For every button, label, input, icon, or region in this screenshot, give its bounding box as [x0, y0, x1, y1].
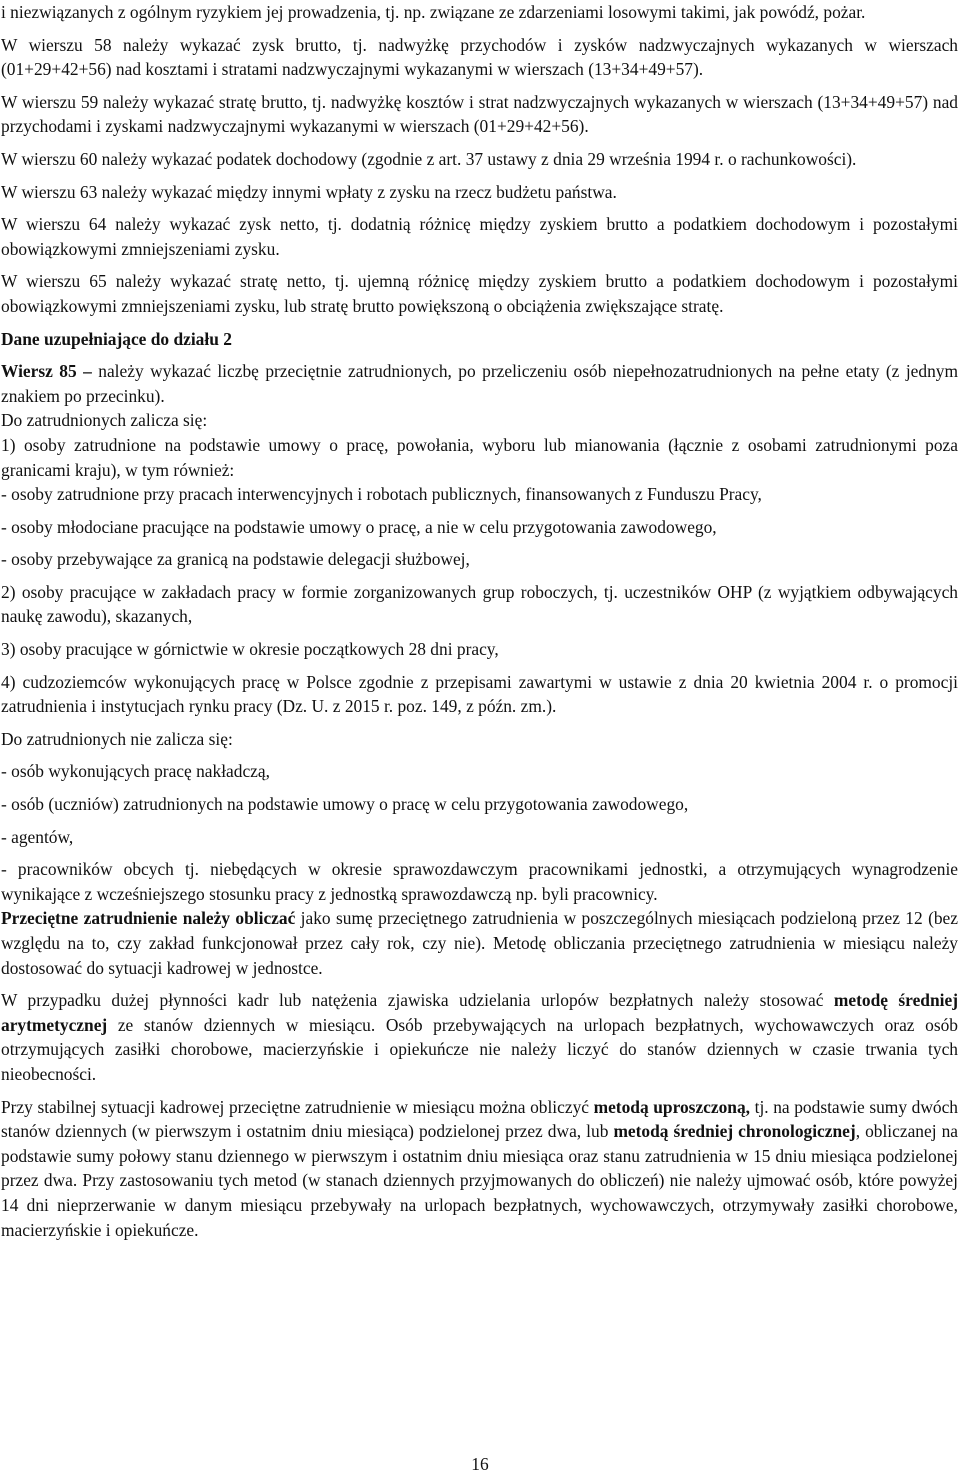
bold-text: Przeciętne zatrudnienie należy obliczać	[1, 908, 296, 929]
paragraph	[1, 759, 958, 784]
paragraph	[1, 482, 958, 507]
bold-text: metodą średniej chronologicznej	[613, 1121, 856, 1142]
text-run: i niezwiązanych z ogólnym ryzykiem jej prowadzenia, tj. np. związane ze zdarzeniami losowymi takimi, jak powódź, pożar.	[1, 2, 866, 22]
paragraph	[1, 1095, 958, 1243]
paragraph	[1, 33, 958, 82]
paragraph	[1, 0, 958, 25]
text-run: Do zatrudnionych zalicza się:	[1, 410, 208, 431]
paragraph	[1, 147, 958, 172]
text-run: 1) osoby zatrudnione na podstawie umowy o pracę, powołania, wyboru lub mianowania (łącznie z osobami zatrudnionymi poza granicami kraju), w tym również:	[1, 434, 958, 480]
paragraph	[1, 906, 958, 980]
text-run: 2) osoby pracujące w zakładach pracy w formie zorganizowanych grup roboczych, tj. uczestników OHP (z wyjątkiem odbywających naukę zawodu), skazanych,	[1, 581, 958, 627]
paragraph	[1, 212, 958, 261]
paragraph	[1, 180, 958, 205]
bold-text: metodą uproszczoną,	[593, 1096, 751, 1117]
text-run: W wierszu 58 należy wykazać zysk brutto, tj. nadwyżkę przychodów i zysków nadzwyczajnych wykazanych w wierszach (01+29+42+56) nad kosztami i stratami nadzwyczajnymi wykazanymi w wierszach (13+34+49+57).	[1, 34, 958, 80]
text-run: , obliczanej na podstawie sumy połowy stanu dziennego w pierwszym i ostatnim dniu miesiąca oraz stanu zatrudnienia w 15 dniu miesiąca podzielonej przez dwa. Przy zastosowaniu tych metod (w stanach dziennych przyjmowanych do obliczeń) nie należy ujmować osób, które powyżej 14 dni nieprzerwanie w danym miesiącu przebywały na urlopach bezpłatnych, wychowawczych, otrzymywały zasiłki chorobowe, macierzyńskie i opiekuńcze.	[1, 1121, 958, 1240]
paragraph	[1, 547, 958, 572]
paragraph	[1, 670, 958, 719]
bold-text: Dane uzupełniające do działu 2	[1, 328, 232, 349]
text-run: W wierszu 65 należy wykazać stratę netto, tj. ujemną różnicę między zyskiem brutto a podatkiem dochodowym i pozostałymi obowiązkowymi zmniejszeniami zysku, lub stratę brutto powiększoną o obciążenia zwiększające stratę.	[1, 271, 958, 316]
paragraph	[1, 792, 958, 817]
text-run: Do zatrudnionych nie zalicza się:	[1, 728, 233, 749]
text-run: - osoby zatrudnione przy pracach interwencyjnych i robotach publicznych, finansowanych z Funduszu Pracy,	[1, 484, 762, 505]
text-run: - agentów,	[1, 826, 74, 847]
text-run: 4) cudzoziemców wykonujących pracę w Polsce zgodnie z przepisami zawartymi w ustawie z dnia 20 kwietnia 2004 r. o promocji zatrudnienia i instytucjach rynku pracy (Dz. U. z 2015 r. poz. 149, z późn. zm.).	[1, 671, 958, 717]
text-run: W przypadku dużej płynności kadr lub natężenia zjawiska udzielania urlopów bezpłatnych należy stosować	[1, 990, 834, 1011]
text-run: 3) osoby pracujące w górnictwie w okresie początkowych 28 dni pracy,	[1, 639, 499, 660]
bold-text: metodę średniej arytmetycznej	[1, 990, 958, 1035]
text-run: - osoby przebywające za granicą na podstawie delegacji służbowej,	[1, 549, 470, 570]
text-run: - osób wykonujących pracę nakładczą,	[1, 761, 270, 782]
text-run: należy wykazać liczbę przeciętnie zatrudnionych, po przeliczeniu osób niepełnozatrudnionych na pełne etaty (z jednym znakiem po przecinku).	[1, 361, 958, 406]
text-run: Przy stabilnej sytuacji kadrowej przeciętne zatrudnienie w miesiącu można obliczyć	[1, 1096, 594, 1117]
paragraph	[1, 825, 958, 850]
text-run: W wierszu 64 należy wykazać zysk netto, tj. dodatnią różnicę między zyskiem brutto a podatkiem dochodowym i pozostałymi obowiązkowymi zmniejszeniami zysku.	[1, 214, 958, 259]
text-run: - osób (uczniów) zatrudnionych na podstawie umowy o pracę w celu przygotowania zawodowego,	[1, 794, 689, 815]
paragraph	[1, 408, 958, 433]
text-run: W wierszu 59 należy wykazać stratę brutto, tj. nadwyżkę kosztów i strat nadzwyczajnych wykazanych w wierszach (13+34+49+57) nad przychodami i zyskami nadzwyczajnymi wykazanymi w wierszach (01+29+42+56).	[1, 91, 958, 137]
paragraph	[1, 580, 958, 629]
page-number: 16	[471, 1454, 489, 1474]
bold-text: Wiersz 85 –	[1, 361, 92, 382]
paragraph	[1, 269, 958, 318]
document-body	[1, 0, 958, 1242]
paragraph	[1, 727, 958, 752]
text-run: jako sumę przeciętnego zatrudnienia w poszczególnych miesiącach podzieloną przez 12 (bez względu na to, czy zakład funkcjonował przez cały rok, czy nie). Metodę obliczania przeciętnego zatrudnienia w miesiącu należy dostosować do sytuacji kadrowej w jednostce.	[1, 908, 958, 978]
text-run: ze stanów dziennych w miesiącu. Osób przebywających na urlopach bezpłatnych, wychowawczych oraz osób otrzymujących zasiłki chorobowe, macierzyńskie i opiekuńcze nie należy liczyć do stanów dziennych w czasie trwania tych nieobecności.	[1, 1014, 958, 1084]
paragraph	[1, 359, 958, 408]
text-run: - osoby młodociane pracujące na podstawie umowy o pracę, a nie w celu przygotowania zawodowego,	[1, 516, 717, 537]
text-run: W wierszu 63 należy wykazać między innymi wpłaty z zysku na rzecz budżetu państwa.	[1, 181, 617, 202]
paragraph	[1, 637, 958, 662]
text-run: W wierszu 60 należy wykazać podatek dochodowy (zgodnie z art. 37 ustawy z dnia 29 września 1994 r. o rachunkowości).	[1, 148, 857, 169]
paragraph	[1, 90, 958, 139]
paragraph	[1, 327, 958, 352]
paragraph	[1, 857, 958, 906]
text-run: tj. na podstawie sumy dwóch stanów dziennych (w pierwszym i ostatnim dniu miesiąca) podzielonej przez dwa, lub	[1, 1096, 958, 1142]
paragraph	[1, 515, 958, 540]
paragraph	[1, 433, 958, 482]
text-run: - pracowników obcych tj. niebędących w okresie sprawozdawczym pracownikami jednostki, a otrzymujących wynagrodzenie wynikające z wcześniejszego stosunku pracy z jednostką sprawozdawczą np. byli pracownicy.	[1, 859, 958, 904]
paragraph	[1, 988, 958, 1086]
